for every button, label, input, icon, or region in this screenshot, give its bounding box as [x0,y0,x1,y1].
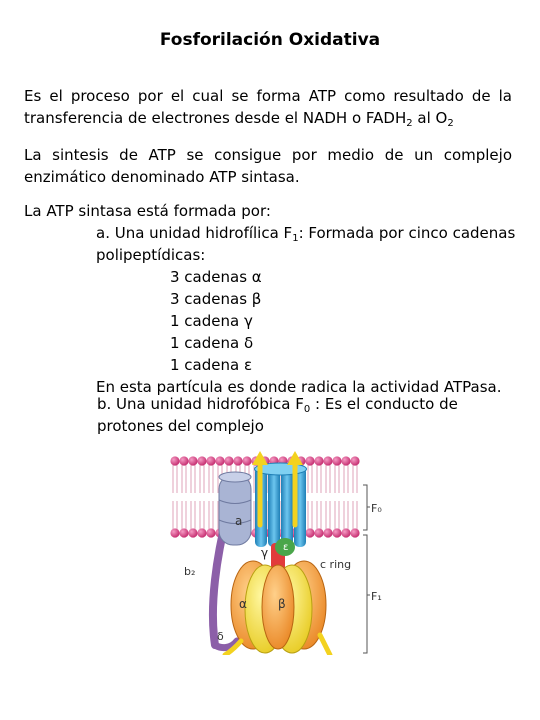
paragraph-definition [24,85,512,129]
lipid-head [341,456,350,465]
definition-text: al O [412,109,448,127]
lipid-head [332,456,341,465]
lipid-head [350,456,359,465]
lipid-head [242,456,251,465]
unit-b-line-2: protones del complejo [97,417,264,435]
lipid-head [323,528,332,537]
unit-b-line-1 [97,393,517,415]
lipid-head [350,528,359,537]
lipid-head [206,528,215,537]
synthesis-line-2: enzimático denominado ATP sintasa. [24,168,300,186]
unit-b-text: b. Una unidad hidrofóbica F [97,395,304,413]
lipid-head [197,456,206,465]
lipid-head [197,528,206,537]
definition-text: transferencia de electrones desde el NADH o FADH [24,109,407,127]
subscript: 0 [303,404,311,415]
lipid-head [224,456,233,465]
label-gamma: γ [261,546,269,560]
lipid-head [206,456,215,465]
unit-a-line-2: polipeptídicas: [96,246,206,264]
bracket-f1 [363,535,370,653]
composition-intro: La ATP sintasa está formada por: [24,202,271,220]
lipid-head [215,456,224,465]
lipid-head [188,456,197,465]
lipid-head [305,456,314,465]
label-f0: F₀ [371,502,382,515]
lipid-head [179,528,188,537]
label-delta: δ [217,630,224,643]
atpase-activity-line: En esta partícula es donde radica la actividad ATPasa. [96,378,502,396]
definition-line-2 [24,107,512,129]
lipid-head [179,456,188,465]
label-a: a [235,514,243,528]
lipid-head [188,528,197,537]
lipid-head [233,456,242,465]
synthesis-line-1: La sintesis de ATP se consigue por medio de un complejo [24,146,512,164]
subunit-a [219,472,251,545]
chain-item: 3 cadenas α [170,268,262,286]
lipid-head [323,456,332,465]
unit-a-line-1 [24,222,516,244]
bracket-f0 [363,485,370,530]
chain-item: 1 cadena δ [170,334,254,352]
paragraph-unit-b [97,393,517,437]
label-c-ring: c ring [320,558,352,571]
unit-a-text: : Formada por cinco cadenas [298,224,516,242]
paragraph-composition [24,200,516,398]
definition-line-1: Es el proceso por el cual se forma ATP como resultado de la [24,87,512,105]
label-epsilon: ε [283,542,289,553]
label-alpha: α [239,597,247,611]
lipid-head [332,528,341,537]
subscript: 1 [292,233,299,244]
unit-b-text: : Es el conducto de [310,395,458,413]
lipid-head [314,456,323,465]
lipid-head [314,528,323,537]
page-title: Fosforilación Oxidativa [159,30,381,50]
label-f1: F₁ [371,590,382,603]
lipid-head [170,528,179,537]
lipid-head [305,528,314,537]
subscript: 2 [447,118,454,129]
label-beta: β [278,597,286,611]
unit-a-text: a. Una unidad hidrofílica F [96,224,293,242]
atp-synthase-diagram [155,445,395,655]
lipid-head [341,528,350,537]
label-b2: b₂ [184,565,196,578]
chain-item: 3 cadenas β [170,290,262,308]
subscript: 2 [406,118,413,129]
chain-item: 1 cadena ε [170,356,253,374]
paragraph-synthesis [24,144,512,188]
lipid-head [170,456,179,465]
chain-item: 1 cadena γ [170,312,253,330]
